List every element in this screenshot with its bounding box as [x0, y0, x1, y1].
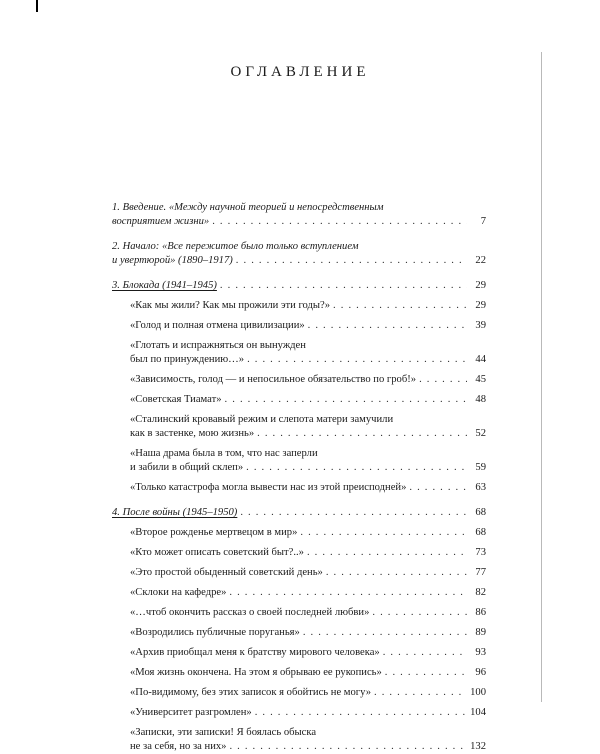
toc-page-number: 68	[475, 507, 486, 518]
toc-page-number: 29	[475, 300, 486, 311]
toc-chapter[interactable]	[112, 201, 486, 229]
dot-leader	[225, 393, 467, 407]
dot-leader	[229, 586, 467, 600]
toc-page-number: 93	[475, 647, 486, 658]
toc-entry-title-line: «Склоки на кафедре»	[130, 587, 227, 598]
toc-entry-title-line: «Второе рожденье мертвецом в мир»	[130, 527, 298, 538]
toc-entry-title-line: «Глотать и испражняться он вынужден	[130, 340, 306, 351]
toc-entry-title-line: «Только катастрофа могла вывести нас из этой преисподней»	[130, 482, 407, 493]
toc-chapter[interactable]	[112, 279, 486, 293]
dot-leader	[372, 606, 467, 620]
toc-section[interactable]	[112, 299, 486, 313]
dot-leader	[383, 646, 467, 660]
toc-section[interactable]	[112, 706, 486, 720]
dot-leader	[220, 279, 467, 293]
toc-page-number: 52	[475, 428, 486, 439]
toc-page-number: 132	[470, 741, 486, 752]
toc-page-number: 100	[470, 687, 486, 698]
toc-entry-title-line: был по принуждению…»	[130, 354, 245, 365]
dot-leader	[326, 566, 467, 580]
toc-entry-title-line: «По-видимому, без этих записок я обойтись не могу»	[130, 687, 372, 698]
toc-section[interactable]	[112, 339, 486, 367]
dot-leader	[333, 299, 467, 313]
toc-entry-title-line: не за себя, но за них»	[130, 741, 227, 752]
toc-section[interactable]	[112, 606, 486, 620]
toc-entry-title-line: «Наша драма была в том, что нас заперли	[130, 448, 318, 459]
page-gutter-line	[541, 52, 542, 702]
toc-entry-title-line: «Голод и полная отмена цивилизации»	[130, 320, 305, 331]
toc-section[interactable]	[112, 319, 486, 333]
dot-leader	[385, 666, 467, 680]
toc-chapter[interactable]	[112, 506, 486, 520]
toc-page-number: 73	[475, 547, 486, 558]
toc-page-number: 44	[475, 354, 486, 365]
dot-leader	[374, 686, 467, 700]
dot-leader	[212, 215, 467, 229]
toc-section[interactable]	[112, 393, 486, 407]
toc-entry-title-line: «Записки, эти записки! Я боялась обыска	[130, 727, 317, 738]
toc-page-number: 104	[470, 707, 486, 718]
toc-section[interactable]	[112, 626, 486, 640]
toc-section[interactable]	[112, 666, 486, 680]
toc-entry-title-line: и увертюрой» (1890–1917)	[112, 255, 233, 266]
toc-section[interactable]	[112, 447, 486, 475]
toc-page-number: 68	[475, 527, 486, 538]
page-edge-mark	[36, 0, 38, 12]
dot-leader	[303, 626, 467, 640]
toc-section[interactable]	[112, 546, 486, 560]
toc-chapter[interactable]	[112, 240, 486, 268]
dot-leader	[255, 706, 467, 720]
toc-section[interactable]	[112, 586, 486, 600]
toc-entry-title-line: «Сталинский кровавый режим и слепота матери замучили	[130, 414, 394, 425]
toc-entry-title-line: «Университет разгромлен»	[130, 707, 252, 718]
toc-page-number: 45	[475, 374, 486, 385]
toc-section[interactable]	[112, 413, 486, 441]
toc-entry-title-line: «Кто может описать советский быт?..»	[130, 547, 304, 558]
toc-entry-title-line: «Архив приобщал меня к братству мирового человека»	[130, 647, 380, 658]
toc-entry-title-line: «Моя жизнь окончена. На этом я обрываю ее рукопись»	[130, 667, 382, 678]
dot-leader	[236, 254, 467, 268]
toc-page-number: 29	[475, 280, 486, 291]
dot-leader	[419, 373, 467, 387]
toc-page-number: 63	[475, 482, 486, 493]
dot-leader	[409, 481, 467, 495]
toc-entry-title-line: 1. Введение. «Между научной теорией и непосредственным	[112, 202, 384, 213]
dot-leader	[300, 526, 467, 540]
toc-entry-title-line: восприятием жизни»	[112, 216, 210, 227]
dot-leader	[307, 546, 467, 560]
toc-section[interactable]	[112, 526, 486, 540]
toc-entry-title-line: «Советская Тиамат»	[130, 394, 222, 405]
toc-page-number: 22	[475, 255, 486, 266]
page-title: ОГЛАВЛЕНИЕ	[230, 64, 370, 80]
dot-leader	[247, 353, 467, 367]
toc-page-number: 89	[475, 627, 486, 638]
toc-section[interactable]	[112, 566, 486, 580]
dot-leader	[257, 427, 467, 441]
toc-entry-title-line: «Это простой обыденный советский день»	[130, 567, 323, 578]
toc-entry-title-line: «Зависимость, голод — и непосильное обязательство по гроб!»	[130, 374, 417, 385]
toc-entry-title-line: как в застенке, мою жизнь»	[130, 428, 255, 439]
toc-page-number: 7	[480, 216, 486, 227]
toc-section[interactable]	[112, 646, 486, 660]
toc-page-number: 77	[475, 567, 486, 578]
toc-section[interactable]	[112, 686, 486, 700]
toc-page-number: 86	[475, 607, 486, 618]
toc-entry-title-line: и забили в общий склеп»	[130, 462, 244, 473]
toc-page-number: 48	[475, 394, 486, 405]
toc-entry-title-line: «…чтоб окончить рассказ о своей последней любви»	[130, 607, 370, 618]
dot-leader	[240, 506, 467, 520]
toc-page-number: 96	[475, 667, 486, 678]
dot-leader	[229, 740, 467, 754]
toc-page-number: 82	[475, 587, 486, 598]
toc-page-number: 59	[475, 462, 486, 473]
toc-entry-title-line: 3. Блокада (1941–1945)	[112, 280, 217, 291]
dot-leader	[308, 319, 467, 333]
toc-section[interactable]	[112, 481, 486, 495]
table-of-contents	[112, 201, 486, 754]
toc-entry-title-line: 4. После войны (1945–1950)	[112, 507, 238, 518]
toc-entry-title-line: «Возродились публичные поруганья»	[130, 627, 300, 638]
toc-section[interactable]	[112, 373, 486, 387]
dot-leader	[246, 461, 467, 475]
toc-entry-title-line: «Как мы жили? Как мы прожили эти годы?»	[130, 300, 331, 311]
toc-page-number: 39	[475, 320, 486, 331]
toc-entry-title-line: 2. Начало: «Все пережитое было только вступлением	[112, 241, 359, 252]
